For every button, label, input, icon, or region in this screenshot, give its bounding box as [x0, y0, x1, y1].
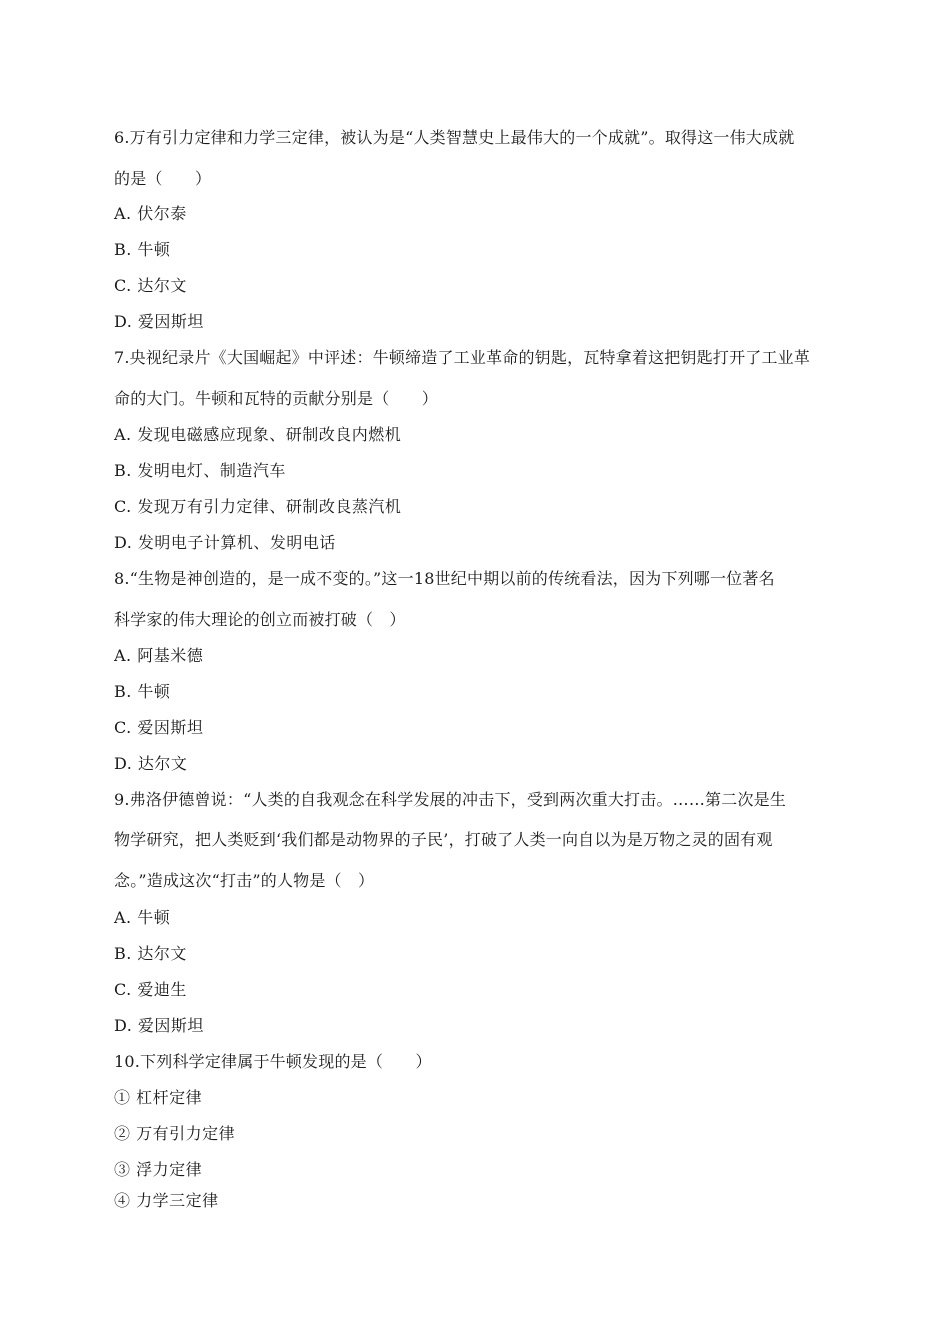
question-7-option-b: B. 发明电灯、制造汽车 [114, 461, 286, 480]
question-8-stem-line-1: 8.“生物是神创造的，是一成不变的。”这一18世纪中期以前的传统看法，因为下列哪一位著名 [114, 569, 775, 588]
question-8-option-a: A. 阿基米德 [114, 646, 204, 665]
question-9-option-b: B. 达尔文 [114, 944, 187, 963]
question-9-stem-line-3: 念。”造成这次“打击”的人物是（ ） [114, 871, 375, 890]
question-9-stem-line-1: 9.弗洛伊德曾说：“人类的自我观念在科学发展的冲击下，受到两次重大打击。……第二次是生 [114, 790, 787, 809]
question-6-stem-line-1: 6.万有引力定律和力学三定律，被认为是“人类智慧史上最伟大的一个成就”。取得这一伟大成就 [114, 128, 795, 147]
question-6-option-c: C. 达尔文 [114, 276, 187, 295]
question-6-option-a: A. 伏尔泰 [114, 204, 187, 223]
question-8-option-c: C. 爱因斯坦 [114, 718, 204, 737]
question-9-option-d: D. 爱因斯坦 [114, 1016, 204, 1035]
question-8-stem-line-2: 科学家的伟大理论的创立而被打破（ ） [114, 610, 406, 629]
question-7-option-c: C. 发现万有引力定律、研制改良蒸汽机 [114, 497, 402, 516]
question-8-option-d: D. 达尔文 [114, 754, 188, 773]
question-10-item-1: ① 杠杆定律 [114, 1088, 203, 1107]
question-10-item-4: ④ 力学三定律 [114, 1191, 219, 1210]
question-7-option-d: D. 发明电子计算机、发明电话 [114, 533, 336, 552]
question-6-option-d: D. 爱因斯坦 [114, 312, 204, 331]
question-7-stem-line-1: 7.央视纪录片《大国崛起》中评述：牛顿缔造了工业革命的钥匙，瓦特拿着这把钥匙打开了工业革 [114, 348, 811, 367]
question-9-option-a: A. 牛顿 [114, 908, 171, 927]
question-7-stem-line-2: 命的大门。牛顿和瓦特的贡献分别是（ ） [114, 389, 439, 408]
question-9-stem-line-2: 物学研究，把人类贬到‘我们都是动物界的子民’，打破了人类一向自以为是万物之灵的固有观 [114, 830, 773, 849]
question-6-option-b: B. 牛顿 [114, 240, 171, 259]
question-10-item-3: ③ 浮力定律 [114, 1160, 203, 1179]
question-8-option-b: B. 牛顿 [114, 682, 171, 701]
question-9-option-c: C. 爱迪生 [114, 980, 187, 999]
question-6-stem-line-2: 的是（ ） [114, 169, 212, 188]
question-10-item-2: ② 万有引力定律 [114, 1124, 236, 1143]
question-10-stem: 10.下列科学定律属于牛顿发现的是（ ） [114, 1052, 432, 1071]
question-7-option-a: A. 发现电磁感应现象、研制改良内燃机 [114, 425, 402, 444]
